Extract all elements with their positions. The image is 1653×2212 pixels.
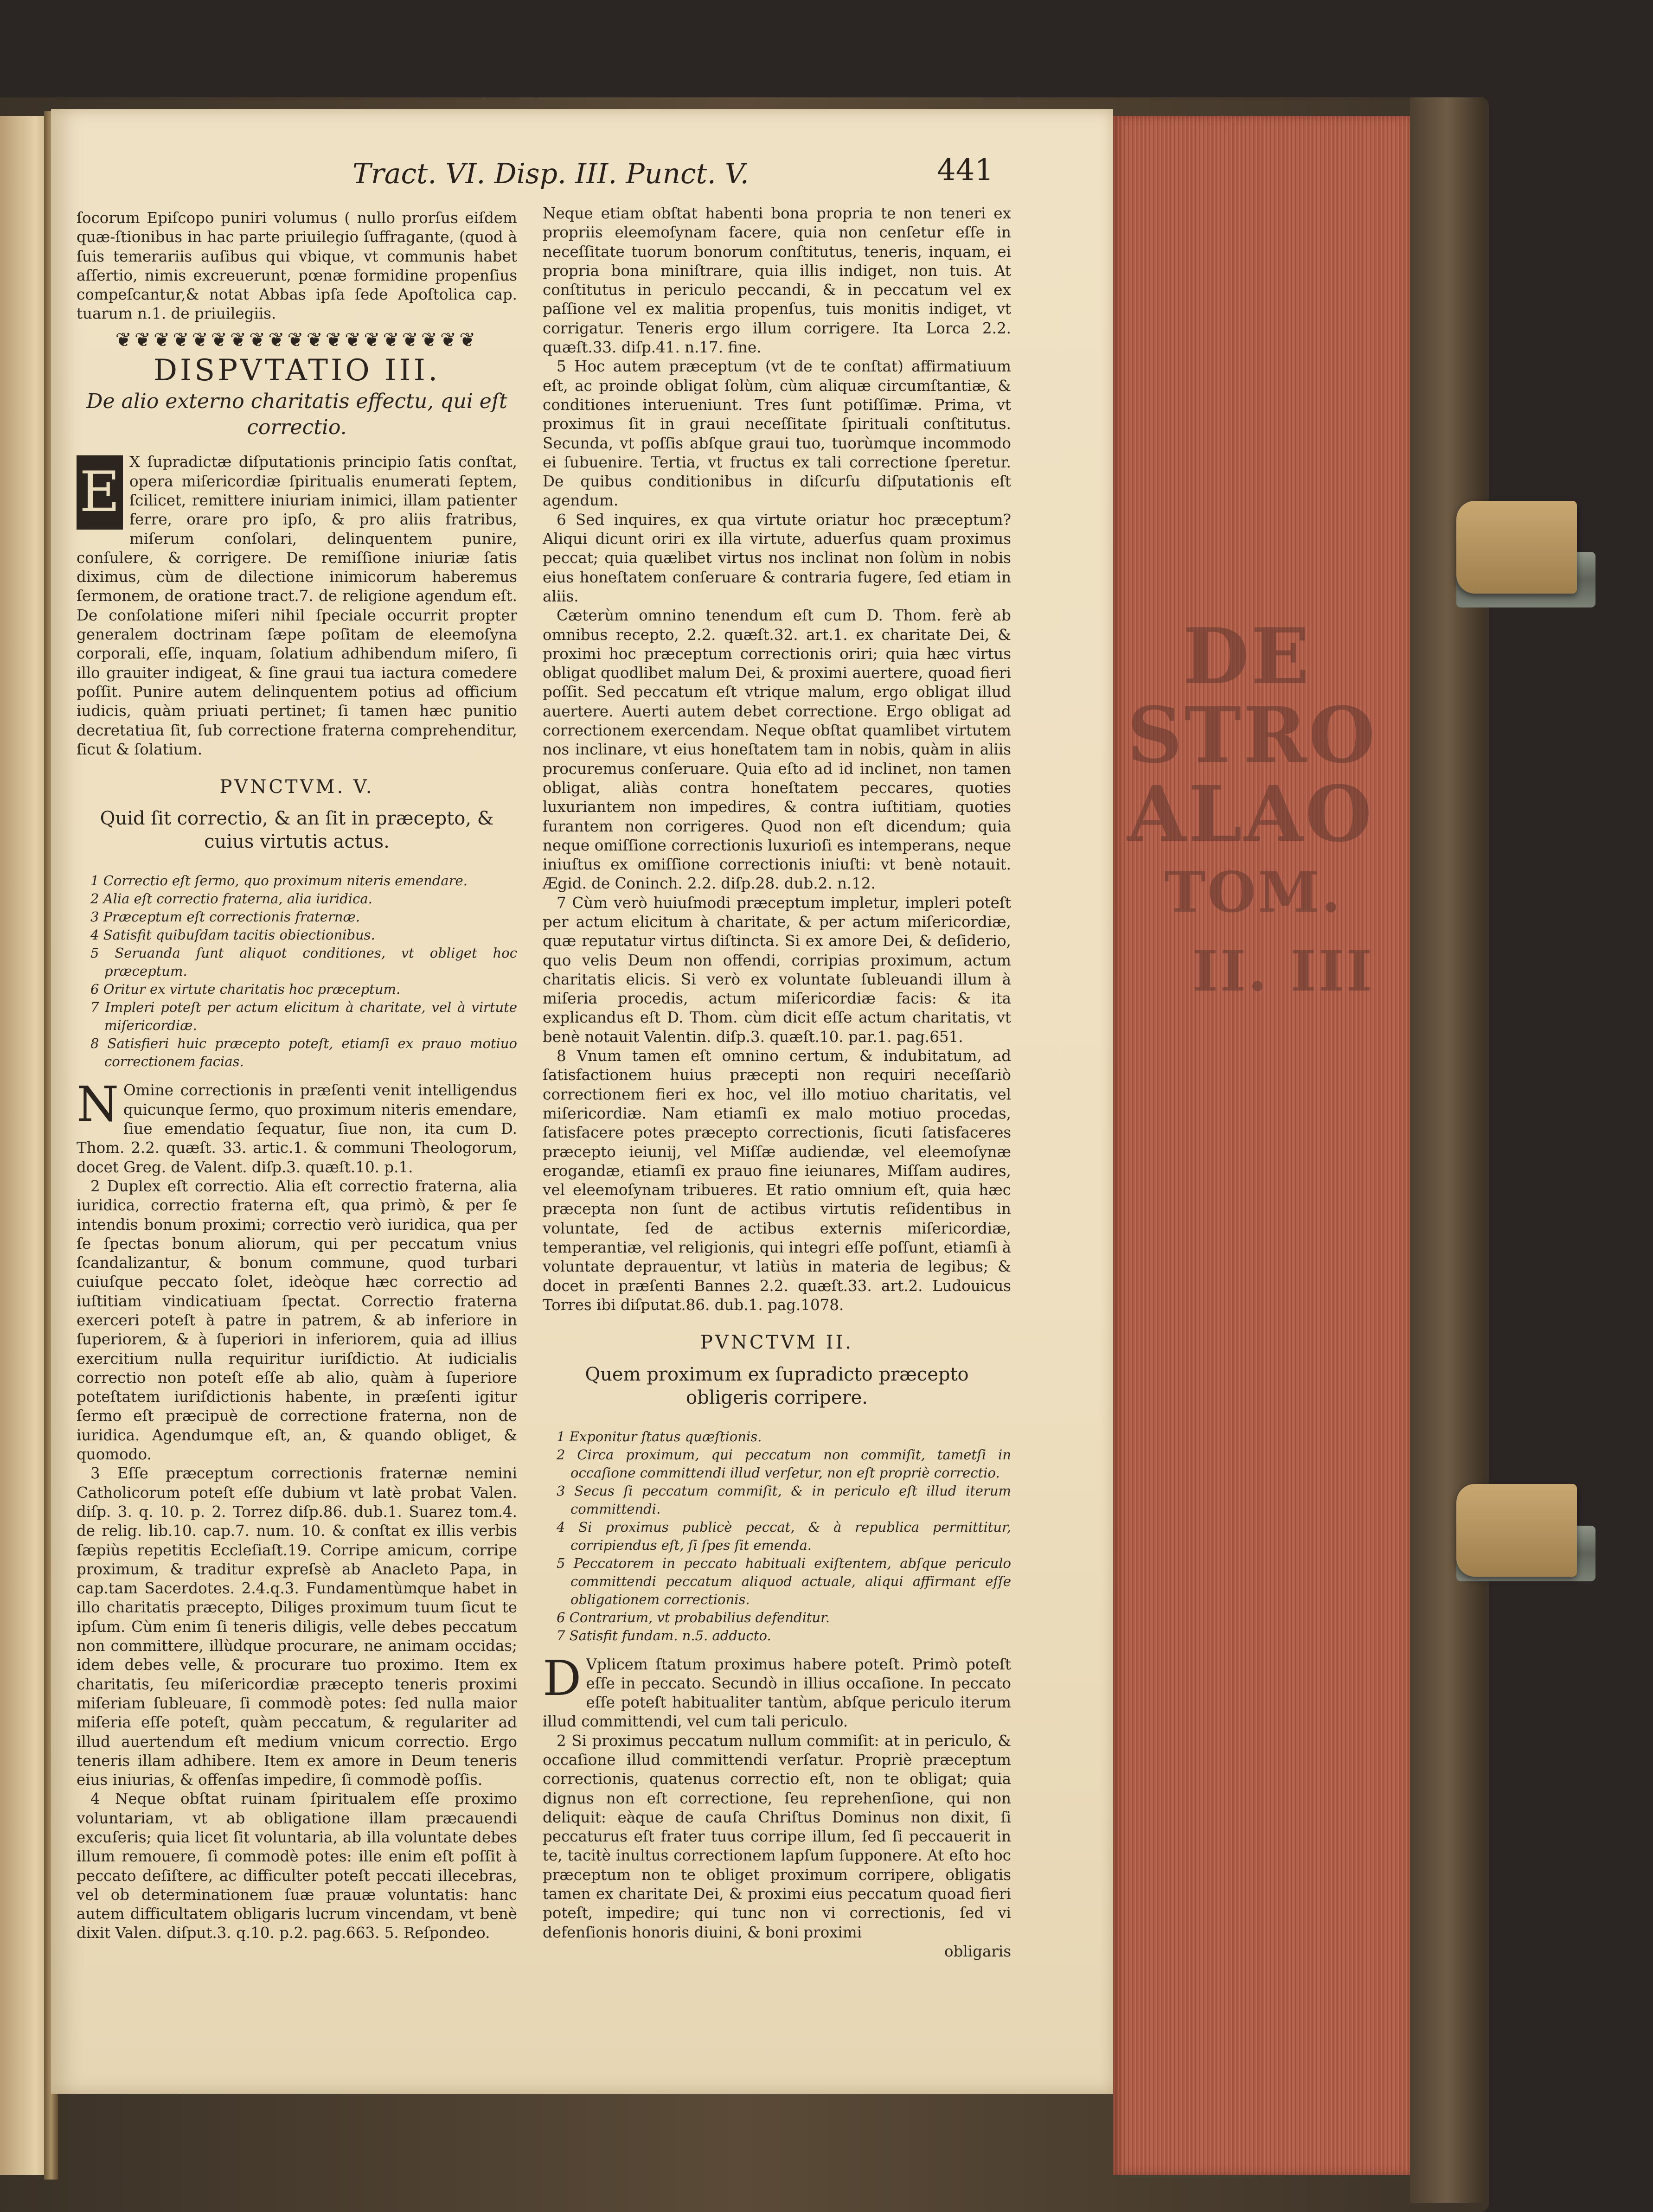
summary-item: 6 Contrarium, vt probabilius defenditur.: [557, 1609, 830, 1625]
left-column: [77, 209, 517, 2031]
paragraph: 8 Vnum tamen eſt omnino certum, & indubitatum, ad ſatisfactionem huius præcepti non requiri neceſſariò correctionem fieri ex hoc, vel illo motiuo charitatis, vel miſericordiæ. Nam etiamſi ex malo motiuo procedas, ſatisfacere potes præcepto correctionis, ſicuti ſatisfaceres præcepto ieiunij, vel Miſſæ audiendæ, vel eleemoſynæ erogandæ, etiamſi ex prauo fine ieiunares, Miſſam audires, vel eleemoſynam tribueres. Et ratio omnium eſt, quia hæc præcepta non ſunt de actibus virtutis reſidentibus in voluntate, ſed de actibus externis miſericordiæ, temperantiæ, vel religionis, qui integri eſſe poſſunt, etiamſi à voluntate deprauentur, vt latiùs in materia de legibus; & docet in præſenti Bannes 2.2. quæſt.33. art.2. Ludouicus Torres ibi diſputat.86. dub.1. pag.1078.: [543, 1047, 1011, 1314]
paragraph-text: Vplicem ſtatum proximus habere poteſt. Primò poteſt eſſe in peccato. Secundò in illius occaſione. In peccato eſſe poteſt habitualiter tantùm, abſque periculo iterum illud committendi, vel cum tali periculo.: [543, 1655, 1011, 1731]
book-spine: [1410, 97, 1484, 2203]
punctum-title: Quem proximum ex ſupradicto præcepto obligeris corripere.: [585, 1363, 969, 1408]
punctum-heading: PVNCTVM II.: [700, 1332, 853, 1354]
summary-item: 8 Satisfieri huic præcepto poteſt, etiamſi ex prauo motiuo correctionem facias.: [90, 1036, 517, 1070]
intro-text: X ſupradictæ diſputationis principio ſatis conſtat, opera miſericordiæ ſpiritualis enumerati ſeptem, ſcilicet, remittere iniuriam inimici, illam patienter ferre, orare pro ipſo, & pro aliis fratribus, miſerum conſolari, delinquentem punire, conſulere, & corrigere. De remiſſione iniuriæ ſatis diximus, cùm de dilectione inimicorum haberemus ſermonem, de oratione tract.7. de religione agendum eſt. De conſolatione miſeri nihil ſpeciale occurrit propter generalem doctrinam ſæpe poſitam de eleemoſyna corporali, eſſe, inquam, ſolatium adhibendum miſero, ſi illo grauiter indigeat, & ſine graui tua iactura comedere poſſit. Punire autem delinquentem potius ad officium iudicis, quàm priuati pertinet; ſi tamen hæc punitio decretatiua ſit, ſub correctione fraterna comprehenditur, ſicut & ſolatium.: [77, 453, 517, 758]
summary-item: 3 Secus ſi peccatum commiſit, & in periculo eſt illud iterum committendi.: [557, 1483, 1011, 1517]
punctum-heading: PVNCTVM. V.: [219, 776, 374, 798]
summary-item: 2 Circa proximum, qui peccatum non commiſit, tametſi in occaſione committendi illud verſetur, non eſt propriè correctio.: [557, 1446, 1011, 1481]
summary-item: 3 Præceptum eſt correctionis fraternæ.: [90, 909, 360, 925]
paragraph: 2 Duplex eſt correctio. Alia eſt correctio fraterna, alia iuridica, correctio fraterna eſt, qua primò, & per ſe intendis bonum proximi; correctio verò iuridica, qua per ſe ſpectas bonum aliorum, qui per peccatum vnius ſcandalizantur, & bonum commune, quod turbari cuiuſque peccato ſolet, ideòque hæc correctio ad iuſtitiam vindicatiuam ſpectat. Correctio fraterna exerceri poteſt à patre in patrem, & ab inferiore in ſuperiorem, & à ſuperiori in inferiorem, quia ad illius exercitium nulla requiritur iuriſdictio. At iudicialis correctio non poteſt eſſe ab alio, quàm à ſuperiore poteſtatem iuriſdictionis habente, in præſenti igitur ſermo eſt præcipuè de correctione fraterna, non de iuridica. Agendumque eſt, an, & quando obliget, & quomodo.: [77, 1177, 517, 1464]
paragraph: [543, 1649, 1011, 1732]
right-column: [543, 204, 1011, 1960]
summary-item: 5 Peccatorem in peccato habituali exiſtentem, abſque periculo committendi peccatum aliquod actuale, aliqui affirmant eſſe obligationem correctionis.: [557, 1555, 1011, 1607]
summary-item: 6 Oritur ex virtute charitatis hoc præceptum.: [90, 981, 401, 997]
stamp-line: II. III: [1192, 939, 1374, 1004]
summary-item: 1 Correctio eſt ſermo, quo proximum niteris emendare.: [90, 873, 468, 889]
summary-item: 5 Seruanda ſunt aliquot conditiones, vt obliget hoc præceptum.: [90, 945, 517, 979]
disputation-title: De alio externo charitatis effectu, qui eſt correctio.: [86, 390, 507, 440]
summary-list: [77, 872, 517, 1071]
disputation-heading: DISPVTATIO III.: [153, 353, 441, 388]
paragraph-text: Omine correctionis in præſenti venit intelligendus quicunque ſermo, quo proximum niteris emendare, ſiue emendatio ſequatur, ſiue non, ita cum D. Thom. 2.2. quæſt. 33. artic.1. & communi Theologorum, docet Greg. de Valent. diſp.3. quæſt.10. p.1.: [77, 1081, 517, 1176]
summary-list: [543, 1428, 1011, 1645]
paragraph: ſocorum Epiſcopo puniri volumus ( nullo prorſus eiſdem quæ-ſtionibus in hac parte priuilegio ſuffragante, (quod à ſuis temerariis auſibus qui vbique, vt communis habet aſſertio, nimis excreuerunt, pœnæ formidine propenſius compeſcantur,& notat Abbas ipſa ſede Apoſtolica cap. tuarum n.1. de priuilegiis.: [77, 209, 517, 323]
paragraph: 5 Hoc autem præceptum (vt de te conſtat) affirmatiuum eſt, ac proinde obligat ſolùm, cùm aliquæ circumſtantiæ, & conditiones interueniunt. Tres ſunt potiſſimæ. Prima, vt proximus ſit in graui neceſſitate ſpirituali conſtitutus. Secunda, vt poſſis abſque graui tuo, tuorùmque incommodo ei ſubuenire. Tertia, vt fructus ex tali correctione ſperetur. De quibus conditionibus in diſcurſu diſputationis eſt agendum.: [543, 358, 1011, 510]
stamp-line: DE: [1183, 611, 1311, 701]
catchword: obligaris: [944, 1942, 1011, 1960]
stamp-line: TOM.: [1164, 860, 1343, 925]
paragraph: Cæterùm omnino tenendum eſt cum D. Thom. ferè ab omnibus recepto, 2.2. quæſt.32. art.1. ex charitate Dei, & proximi hoc præceptum correctionis oriri; quia hæc virtus obligat quodlibet malum Dei, & proximi auertere, quoad fieri poſſit. Sed peccatum eſt vtrique malum, ergo obligat illud auertere. Auerti autem debet correctione. Ergo obligat ad correctionem exercendam. Neque obſtat quamlibet virtutem nos inclinare, vt eius honeſtatem tam in nobis, quàm in aliis procuremus conſeruare. Quia eſto ad id inclinet, non tamen obligat, aliàs contra honeſtatem peccares, quoties luxuriantem non impedires, & contra iuſtitiam, quoties furantem non corrigeres. Quod non eſt dicendum; quia neque omiſſione correctionis luxurioſi es intemperans, neque iniuſtus ex omiſſione correctionis iniuſti: vt benè notauit. Ægid. de Coninch. 2.2. diſp.28. dub.2. n.12.: [543, 607, 1011, 893]
paragraph: 7 Cùm verò huiuſmodi præceptum impletur, impleri poteſt per actum elicitum à charitate, & per actum miſericordiæ, quæ reputatur virtus diſtincta. Si ex amore Dei, & deſiderio, quo velis Deum non offendi, corripias proximum, actum charitatis elicis. Si verò ex voluntate ſubleuandi illum à miſeria procedis, actum miſericordiæ facis: & ita explicandus eſt D. Thom. cùm dicit eſſe actum charitatis, vt benè notauit Valentin. diſp.3. quæſt.10. par.1. pag.651.: [543, 894, 1011, 1046]
page-number: 441: [937, 153, 994, 187]
initial-letter: N: [77, 1076, 119, 1133]
facing-page-edge: [0, 116, 51, 2175]
summary-item: 2 Alia eſt correctio fraterna, alia iuridica.: [90, 891, 372, 907]
summary-item: 1 Exponitur ſtatus quæſtionis.: [557, 1428, 762, 1445]
summary-item: 4 Satisfit quibuſdam tacitis obiectionibus.: [90, 927, 375, 943]
decorated-initial: E: [77, 455, 123, 530]
clasp: [1456, 501, 1577, 594]
initial-letter: D: [543, 1649, 582, 1707]
stamp-line: STRO: [1127, 690, 1377, 780]
stamp-line: ALAO: [1127, 769, 1374, 859]
fore-edge-stamp: [1127, 611, 1387, 1104]
summary-item: 7 Impleri poteſt per actum elicitum à charitate, vel à virtute miſericordiæ.: [90, 999, 517, 1034]
summary-item: 7 Satisfit fundam. n.5. adducto.: [557, 1627, 771, 1643]
punctum-title: Quid ſit correctio, & an ſit in præcepto, & cuius virtutis actus.: [100, 808, 494, 853]
clasp: [1456, 1484, 1577, 1577]
intro-paragraph: [77, 453, 517, 759]
paragraph: 4 Neque obſtat ruinam ſpiritualem eſſe proximo voluntariam, vt ab obligatione illam præcauendi excuſeris; quia licet ſit voluntaria, ab illa voluntate debes illum remouere, ſi commodè potes: ille enim eſt poſſit à peccato deſiſtere, ac difficulter poteſt peccati illecebras, vel ob determinationem ſuæ prauæ voluntatis: hanc autem difficultatem obligaris lucrum vincendam, vt benè dixit Valen. diſput.3. q.10. p.2. pag.663. 5. Reſpondeo.: [77, 1790, 517, 1942]
paragraph: 6 Sed inquires, ex qua virtute oriatur hoc præceptum? Aliqui dicunt oriri ex illa virtute, aduerſus quam proximus peccat; quia quælibet virtus nos inclinat non ſolùm in nobis eius honeſtatem conſeruare & contraria fugere, ſed etiam in aliis.: [543, 511, 1011, 605]
ornament-band: ❦❦❦❦❦❦❦❦❦❦❦❦❦❦❦❦❦❦❦: [115, 328, 479, 351]
paragraph: 3 Eſſe præceptum correctionis fraternæ nemini Catholicorum poteſt eſſe dubium vt latè probat Valen. diſp. 3. q. 10. p. 2. Torrez diſp.86. dub.1. Suarez tom.4. de relig. lib.10. cap.7. num. 10. & conſtat ex illis verbis ſæpiùs repetitis Eccleſiaſt.19. Corripe amicum, corripe proximum, & traditur expreſsè ab Anacleto Papa, in cap.tam Sacerdotes. 2.4.q.3. Fundamentùmque habet in illo charitatis præcepto, Diliges proximum tuum ſicut te ipſum. Cùm enim ſi teneris diligis, velle debes peccatum non committere, illùdque procurare, ne animam occidas; idem debes velle, & procurare tuo proximo. Item ex charitatis, ſeu miſericordiæ præcepto teneris proximi miſeriam ſubleuare, ſi commodè potes: ſed nulla maior miſeria eſſe poteſt, quàm peccatum, & regulariter ad illud auertendum eſt medium vnicum correctio. Ergo teneris illam adhibere. Item ex amore in Deum teneris eius iniurias, & offenſas impedire, ſi commodè poſſis.: [77, 1464, 517, 1789]
paragraph: [77, 1076, 517, 1176]
running-head: Tract. VI. Disp. III. Punct. V.: [352, 158, 749, 190]
summary-item: 4 Si proximus publicè peccat, & à republica permittitur, corripiendus eſt, ſi ſpes ſit emenda.: [557, 1519, 1011, 1553]
page-fore-edge: [1113, 116, 1410, 2175]
paragraph: 2 Si proximus peccatum nullum commiſit: at in periculo, & occaſione illud committendi verſatur. Propriè præceptum correctionis, quatenus correctio eſt, non te obligat; quia dignus non eſt correctione, ſeu reprehenſione, qui non deliquit: eàque de cauſa Chriſtus Dominus non dixit, ſi peccaturus eſt frater tuus corripe illum, ſed ſi peccauerit in te, tacitè inultus correctionem lapſum ſupponere. At eſto hoc præceptum non te obliget proximum corripere, obligatis tamen ex charitate Dei, & proximi eius peccatum quoad fieri poteſt, impedire; qui tunc non vi correctionis, ſed vi defenſionis honoris diuini, & boni proximi: [543, 1732, 1011, 1941]
paragraph: Neque etiam obſtat habenti bona propria te non teneri ex propriis eleemoſynam facere, quia non cenſetur eſſe in neceſſitate tuorum bonorum conſtitutus, teneris, inquam, ei propria bona miniſtrare, quia illis indiget, non tuis. At conſtitutus in periculo peccandi, & in peccatum vel ex paſſione vel ex malitia propenſus, tuis monitis indiget, vt corrigatur. Teneris ergo illum corrigere. Ita Lorca 2.2. quæſt.33. diſp.41. n.17. fine.: [543, 205, 1011, 357]
